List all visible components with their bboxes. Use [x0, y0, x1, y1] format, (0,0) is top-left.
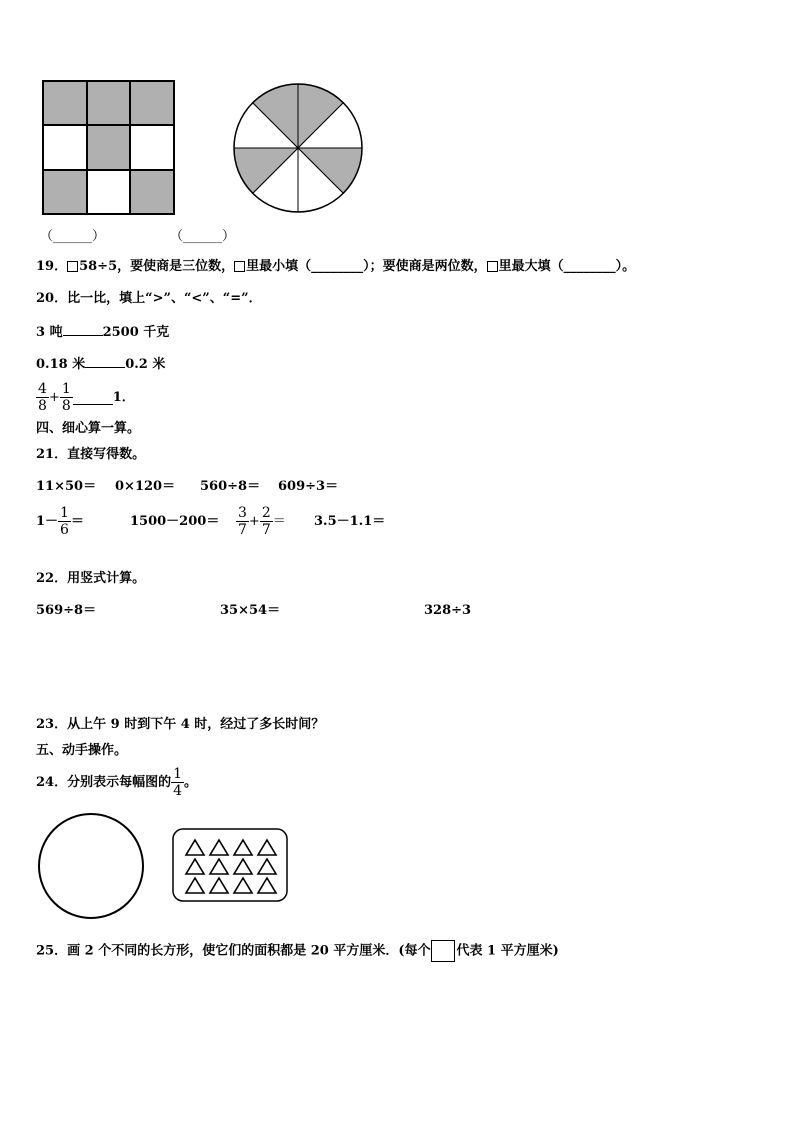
- fraction-denominator: 4: [173, 783, 183, 799]
- q21-r1-item: 0×120＝: [115, 479, 176, 494]
- q20-row1: [36, 322, 169, 342]
- grid-cell: [87, 81, 131, 125]
- q25-text: 25．画 2 个不同的长方形，使它们的面积都是 20 平方厘米．(每个: [36, 943, 431, 959]
- plus-sign: +: [48, 390, 60, 405]
- q19-number: 19．: [36, 259, 68, 274]
- q20-row1-right: 2500 千克: [102, 325, 170, 340]
- expr-text: ＝: [272, 514, 286, 529]
- q20-row1-left: 3 吨: [36, 325, 63, 340]
- fraction-numerator: 1: [60, 505, 69, 521]
- q20-row3: [36, 380, 135, 416]
- q21-r2-c: [236, 502, 286, 542]
- q21-r1-item: 609÷3＝: [278, 479, 339, 494]
- empty-circle-figure[interactable]: [36, 812, 148, 922]
- question-19: [36, 258, 635, 276]
- fraction-denominator: 8: [38, 398, 47, 414]
- q20-row2-right: 0.2 米: [125, 357, 166, 372]
- fraction-numerator: 1: [61, 381, 71, 397]
- grid-cell: [43, 125, 87, 169]
- q20-row2-left: 0.18 米: [36, 357, 86, 372]
- box-glyph: [67, 261, 78, 272]
- grid-cell: [130, 125, 174, 169]
- q21-r2-a: [36, 502, 84, 542]
- fraction-numerator: 3: [238, 505, 247, 521]
- q21-r2-d: 3.5－1.1＝: [314, 514, 386, 529]
- fraction: [36, 381, 49, 414]
- fraction-denominator: 6: [60, 522, 69, 538]
- grid-cell: [130, 170, 174, 214]
- triangles-box-figure[interactable]: [172, 828, 290, 906]
- fraction: [260, 505, 273, 538]
- section-5-heading: 五、动手操作。: [36, 743, 128, 758]
- question-24: [36, 764, 197, 802]
- grid-cell: [43, 170, 87, 214]
- fraction-denominator: 7: [261, 522, 271, 538]
- q25-text: 代表 1 平方厘米): [456, 943, 559, 959]
- fraction-numerator: 4: [38, 381, 47, 397]
- grid-cell: [87, 170, 131, 214]
- q22-item: 569÷8＝: [36, 603, 97, 618]
- box-glyph: [487, 261, 498, 272]
- q24-text: 。: [184, 775, 198, 790]
- q20-row2: [36, 354, 165, 374]
- q22-title: 22．用竖式计算。: [36, 571, 146, 586]
- answer-blank-grid[interactable]: （______）: [40, 229, 106, 244]
- grid-cell: [130, 81, 174, 125]
- q20-title: 20．比一比，填上“>”、“<”、“=”．: [36, 291, 262, 306]
- question-25: [36, 940, 559, 962]
- q21-r1-item: 11×50＝: [36, 479, 97, 494]
- shaded-circle-figure: [228, 80, 368, 220]
- fraction-numerator: 1: [173, 766, 183, 782]
- unit-square-icon: [431, 940, 455, 962]
- q19-part2: 里最小填（________）；要使商是两位数，: [246, 259, 487, 274]
- q21-title: 21．直接写得数。: [36, 447, 146, 462]
- q19-part1: 58÷5，要使商是三位数，: [79, 259, 235, 274]
- expr-text: 1－: [36, 514, 59, 529]
- box-glyph: [234, 261, 245, 272]
- fraction: [60, 381, 73, 414]
- q21-r1-item: 560÷8＝: [200, 479, 261, 494]
- grid-cell: [43, 81, 87, 125]
- answer-blank-circle[interactable]: （______）: [170, 229, 236, 244]
- q20-row3-right: 1．: [112, 390, 135, 405]
- q20-row3-blank[interactable]: [73, 391, 113, 405]
- q19-part3: 里最大填（________）。: [498, 259, 636, 274]
- fraction: [171, 766, 184, 799]
- q21-r2-b: 1500－200＝: [130, 514, 220, 529]
- expr-text: ＝: [70, 514, 84, 529]
- q22-item: 35×54＝: [220, 603, 281, 618]
- grid-cell: [87, 125, 131, 169]
- fraction-denominator: 8: [61, 398, 71, 414]
- shaded-square-grid: [42, 80, 175, 215]
- q20-row2-blank[interactable]: [85, 354, 125, 368]
- q20-row1-blank[interactable]: [63, 322, 103, 336]
- fraction-denominator: 7: [238, 522, 247, 538]
- section-4-heading: 四、细心算一算。: [36, 421, 141, 436]
- fraction-numerator: 2: [261, 505, 271, 521]
- fraction: [236, 505, 249, 538]
- q24-text: 24．分别表示每幅图的: [36, 775, 172, 790]
- plus-sign: +: [248, 514, 260, 529]
- question-23: 23．从上午 9 时到下午 4 时，经过了多长时间？: [36, 717, 325, 732]
- fraction: [58, 505, 71, 538]
- q22-item: 328÷3: [424, 603, 472, 618]
